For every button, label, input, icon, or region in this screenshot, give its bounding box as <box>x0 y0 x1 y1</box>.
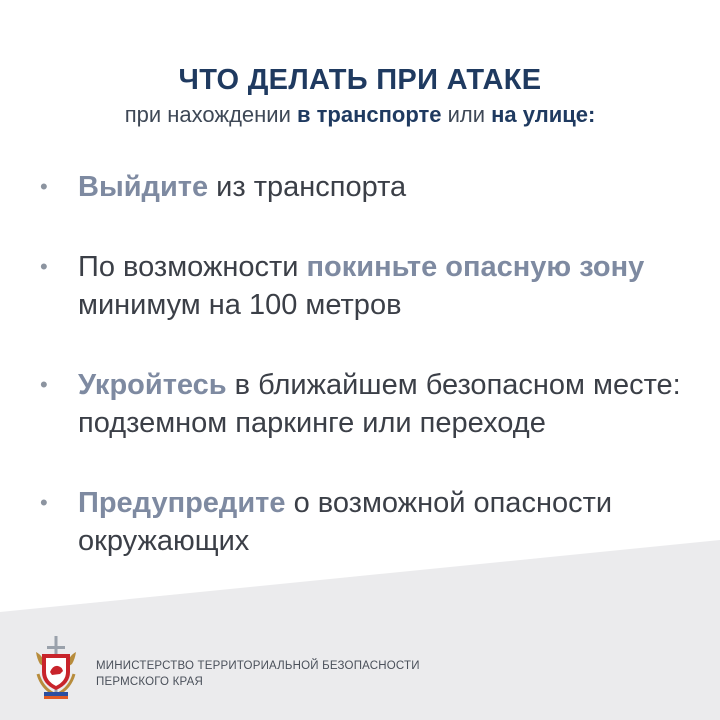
item-highlight: Выйдите <box>78 171 209 203</box>
list-item <box>40 366 710 442</box>
item-text: в ближайшем безопасном месте: подземном паркинге или переходе <box>78 369 681 439</box>
header <box>0 62 720 130</box>
bullet-icon: • <box>40 490 48 515</box>
page-subtitle <box>0 100 720 130</box>
page-title: ЧТО ДЕЛАТЬ ПРИ АТАКЕ <box>178 64 542 96</box>
list-item <box>40 484 710 560</box>
item-highlight: покиньте опасную зону <box>306 251 645 283</box>
footer <box>0 630 720 710</box>
subtitle-highlight-transport: в транспорте <box>297 102 442 127</box>
subtitle-highlight-street: на улице: <box>491 102 596 127</box>
item-text: По возможности <box>78 251 307 283</box>
list-item <box>40 248 710 324</box>
subtitle-text: при нахождении <box>124 102 297 127</box>
org-line-1: МИНИСТЕРСТВО ТЕРРИТОРИАЛЬНОЙ БЕЗОПАСНОСТИ <box>96 660 420 672</box>
item-text: из транспорта <box>208 171 407 203</box>
item-highlight: Укройтесь <box>78 369 227 401</box>
bullet-icon: • <box>40 174 48 199</box>
bullet-icon: • <box>40 372 48 397</box>
item-highlight: Предупредите <box>78 487 286 519</box>
ministry-emblem-icon <box>32 634 80 700</box>
item-text: о возможной опасности окружающих <box>78 487 613 557</box>
list-item <box>40 168 710 206</box>
instructions-list <box>40 168 710 560</box>
bullet-icon: • <box>40 254 48 279</box>
organization-name <box>96 658 420 690</box>
org-line-2: ПЕРМСКОГО КРАЯ <box>96 676 203 688</box>
item-text: минимум на 100 метров <box>78 289 402 321</box>
subtitle-text: или <box>441 102 492 127</box>
